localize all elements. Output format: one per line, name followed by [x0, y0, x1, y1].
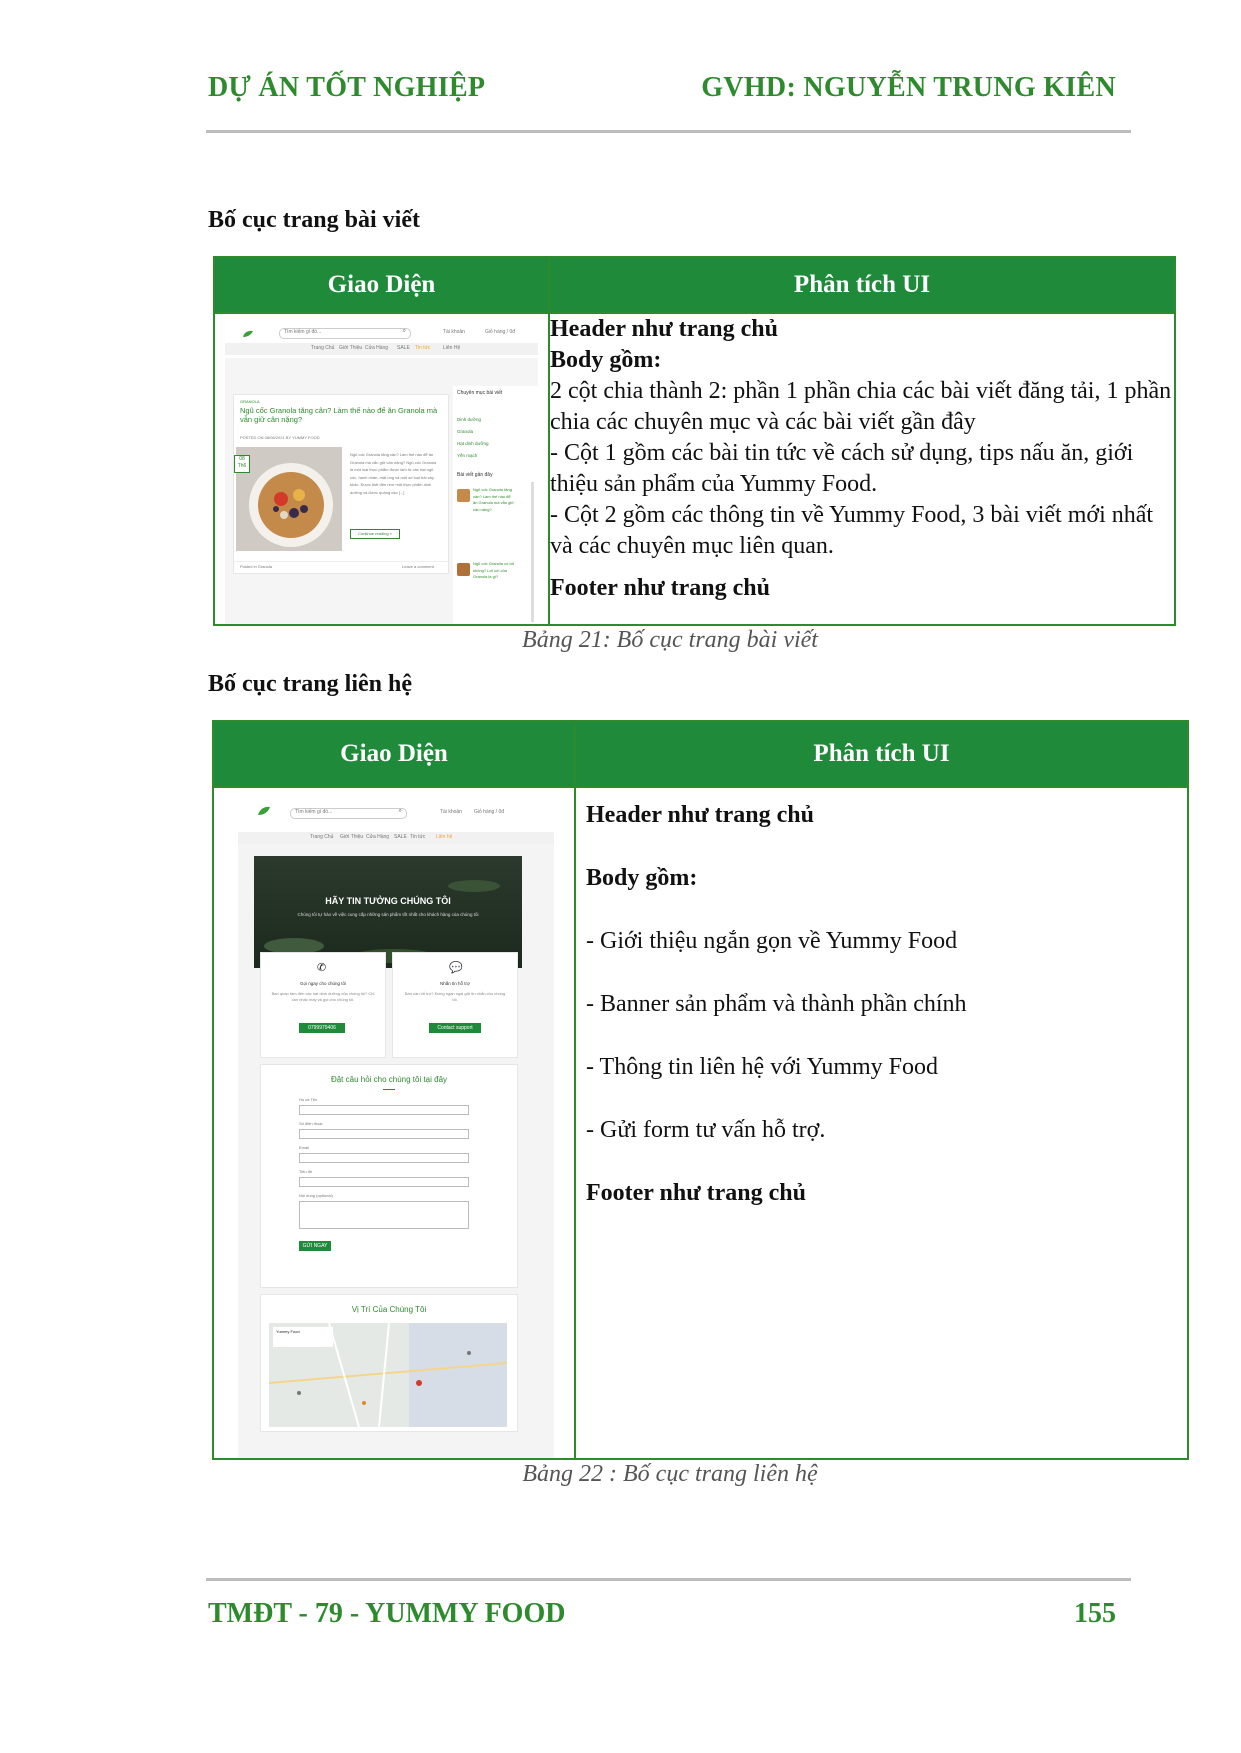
- question-form: [260, 1064, 518, 1288]
- section-title-contact-layout: Bố cục trang liên hệ: [208, 671, 412, 697]
- sidebar-item-oats[interactable]: Yến mạch: [457, 453, 478, 458]
- column-header-interface: Giao Diện: [214, 257, 549, 313]
- analysis-header-line: Header như trang chủ: [550, 316, 778, 342]
- contact-card-call: [260, 952, 386, 1058]
- cart-link[interactable]: Giỏ hàng / 0đ: [485, 329, 516, 335]
- label-email: Email: [299, 1145, 310, 1150]
- label-fullname: Họ và Tên: [299, 1097, 318, 1102]
- search-icon: ⌕: [398, 808, 402, 814]
- analysis-body-heading: Body gồm:: [586, 865, 698, 891]
- recent-thumb-1: [457, 489, 470, 502]
- leave-comment-link[interactable]: Leave a comment: [402, 564, 434, 569]
- post-layout-analysis-cell: [549, 313, 1175, 625]
- phone-input[interactable]: [299, 1129, 469, 1139]
- search-input[interactable]: [290, 808, 407, 819]
- nav-news[interactable]: Tin tức: [415, 345, 431, 351]
- label-phone: Số điện thoại: [299, 1121, 323, 1126]
- map-info-card: [273, 1327, 333, 1347]
- email-input[interactable]: [299, 1153, 469, 1163]
- contact-support-button[interactable]: Contact support: [429, 1023, 481, 1033]
- date-badge: [234, 455, 250, 473]
- posted-in-link[interactable]: Posted in Granola: [240, 564, 273, 569]
- nav-bar: [225, 343, 538, 355]
- nav-contact[interactable]: Liên hệ: [436, 834, 453, 840]
- analysis-body-columns: 2 cột chia thành 2: phần 1 phần chia các bài viết đăng tải, 1 phần chia các chuyên mục và các bài viết gần đây: [550, 378, 1172, 435]
- search-icon: ⌕: [402, 328, 406, 334]
- nav-about[interactable]: Giới Thiệu: [339, 345, 363, 351]
- map-embed[interactable]: [269, 1323, 507, 1427]
- banner-subtitle: Chúng tôi tự hào về việc cung cấp những sản phẩm tốt nhất cho khách hàng của chúng tôi: [297, 912, 479, 917]
- section-title-post-layout: Bố cục trang bài viết: [208, 207, 420, 233]
- account-link[interactable]: Tài khoản: [440, 809, 462, 815]
- article-meta: POSTED ON 08/06/2021 BY YUMMY FOOD: [240, 435, 320, 440]
- sidebar-item-nutrition[interactable]: Dinh dưỡng: [457, 417, 481, 422]
- date-day: 08: [239, 456, 245, 462]
- recent-post-2[interactable]: Ngũ cốc Granola có tốt không? Lợi ích của Granola là gì?: [473, 561, 514, 579]
- banner-title: HÃY TIN TƯỞNG CHÚNG TÔI: [325, 896, 451, 906]
- footer-rule: [206, 1578, 1131, 1581]
- submit-button[interactable]: GỬI NGAY: [299, 1241, 331, 1251]
- form-title: Đặt câu hỏi cho chúng tôi tại đây: [330, 1075, 448, 1084]
- analysis-banner: - Banner sản phẩm và thành phần chính: [586, 991, 967, 1017]
- recent-posts-title: Bài viết gần đây: [457, 472, 493, 478]
- header-advisor: GVHD: NGUYỄN TRUNG KIÊN: [701, 72, 1116, 103]
- search-input[interactable]: [279, 328, 411, 339]
- nav-home[interactable]: Trang Chủ: [310, 834, 334, 840]
- fullname-input[interactable]: [299, 1105, 469, 1115]
- chat-icon: 💬: [449, 962, 463, 974]
- label-subject: Tiêu đề: [299, 1169, 313, 1174]
- analysis-contact-info: - Thông tin liên hệ với Yummy Food: [586, 1054, 939, 1080]
- analysis-footer-line: Footer như trang chủ: [586, 1180, 806, 1206]
- map-place-name: Yummy Food: [276, 1329, 300, 1334]
- contact-page-mockup: [214, 788, 574, 1458]
- recent-thumb-2: [457, 563, 470, 576]
- card-call-text: Bạn quan tâm đến các hạt dinh dưỡng của chúng tôi? Chỉ cần nhấc máy và gọi cho chúng tôi.: [271, 991, 375, 1002]
- analysis-body-heading: Body gồm:: [550, 347, 662, 373]
- table-caption-22: Bảng 22 : Bố cục trang liên hệ: [522, 1461, 818, 1487]
- table-caption-21: Bảng 21: Bố cục trang bài viết: [522, 627, 818, 653]
- post-layout-preview-cell: [214, 313, 549, 625]
- search-placeholder: Tìm kiếm gì đó...: [295, 809, 333, 815]
- sidebar-scrollbar[interactable]: [531, 482, 534, 622]
- page-number: 155: [1074, 1598, 1116, 1629]
- map-title: Vị Trí Của Chúng Tôi: [351, 1305, 427, 1314]
- card-message-title: Nhắn tin hỗ trợ: [440, 981, 470, 986]
- continue-reading-button[interactable]: Continue reading »: [350, 529, 400, 539]
- granola-bowl-illustration: [236, 447, 342, 551]
- sidebar-item-granola[interactable]: Granola: [457, 429, 474, 434]
- analysis-intro: - Giới thiệu ngắn gọn về Yummy Food: [586, 928, 958, 954]
- article-image: [236, 447, 342, 551]
- analysis-body-col1: - Cột 1 gồm các bài tin tức về cách sử dụng, tips nấu ăn, giới thiệu sản phẩm của Yummy Food.: [550, 440, 1134, 497]
- nav-home[interactable]: Trang Chủ: [311, 345, 335, 351]
- analysis-header-line: Header như trang chủ: [586, 802, 814, 828]
- label-message: Nội dung (optional): [299, 1193, 333, 1198]
- contact-layout-analysis-cell: [575, 787, 1188, 1459]
- article-category: GRANOLA: [240, 399, 260, 404]
- call-button[interactable]: 0799979406: [299, 1023, 345, 1033]
- article-card: [233, 394, 449, 574]
- column-header-analysis: Phân tích UI: [549, 257, 1175, 313]
- table-contact-layout: [212, 720, 1189, 1460]
- nav-shop[interactable]: Cửa Hàng: [366, 834, 390, 840]
- analysis-form: - Gửi form tư vấn hỗ trợ.: [586, 1117, 826, 1143]
- article-excerpt: Ngũ cốc Granola tăng cân? Làm thế nào để ăn Granola mà vẫn giữ cân nặng? Ngũ cốc Granola là một loại thực phẩm được làm từ các hạt ngũ cốc, hạnh nhân, mật ong và một số loại trái cây khác. Được biết đến như một thực phẩm dinh dưỡng và được quảng cáo [...]: [350, 452, 437, 495]
- nav-about[interactable]: Giới Thiệu: [340, 834, 364, 840]
- recent-post-1[interactable]: Ngũ cốc Granola tăng cân? Làm thế nào để ăn Granola mà vẫn giữ cân nặng?: [473, 487, 514, 512]
- article-title[interactable]: Ngũ cốc Granola tăng cân? Làm thế nào để ăn Granola mà vẫn giữ cân nặng?: [240, 406, 438, 424]
- logo-icon: [256, 804, 272, 816]
- analysis-body-col2: - Cột 2 gồm các thông tin về Yummy Food, 3 bài viết mới nhất và các chuyên mục liên quan.: [550, 502, 1154, 559]
- subject-input[interactable]: [299, 1177, 469, 1187]
- map-section: [260, 1294, 518, 1432]
- table-post-layout: [213, 256, 1176, 626]
- post-page-mockup: [215, 314, 548, 624]
- nav-contact[interactable]: Liên Hệ: [443, 345, 461, 351]
- header-project-title: DỰ ÁN TỐT NGHIỆP: [208, 72, 486, 103]
- card-message-text: Bạn cần hỗ trợ? Đừng ngần ngại gửi tin nhắn cho chúng tôi.: [404, 991, 506, 1002]
- analysis-footer-line: Footer như trang chủ: [550, 575, 770, 601]
- card-call-title: Gọi ngay cho chúng tôi: [299, 981, 347, 986]
- account-link[interactable]: Tài khoản: [443, 329, 465, 335]
- contact-card-message: [392, 952, 518, 1058]
- phone-icon: ✆: [317, 962, 327, 974]
- sidebar-item-nuts[interactable]: Hạt dinh dưỡng: [457, 441, 489, 446]
- sidebar: [453, 386, 538, 624]
- message-textarea[interactable]: [299, 1201, 469, 1229]
- search-placeholder: Tìm kiếm gì đó...: [284, 329, 322, 335]
- logo-icon: [241, 326, 255, 336]
- header-rule: [206, 130, 1131, 133]
- date-month: Th6: [237, 463, 247, 469]
- sidebar-title: Chuyên mục bài viết: [457, 390, 503, 396]
- contact-layout-preview-cell: [213, 787, 575, 1459]
- column-header-analysis: Phân tích UI: [575, 721, 1188, 787]
- column-header-interface: Giao Diện: [213, 721, 575, 787]
- nav-sale[interactable]: SALE: [397, 345, 410, 351]
- nav-shop[interactable]: Cửa Hàng: [365, 345, 389, 351]
- nav-sale[interactable]: SALE: [394, 834, 407, 840]
- cart-link[interactable]: Giỏ hàng / 0đ: [474, 809, 505, 815]
- nav-bar: [238, 832, 554, 844]
- nav-news[interactable]: Tin tức: [410, 834, 426, 840]
- footer-course-title: TMĐT - 79 - YUMMY FOOD: [208, 1598, 566, 1629]
